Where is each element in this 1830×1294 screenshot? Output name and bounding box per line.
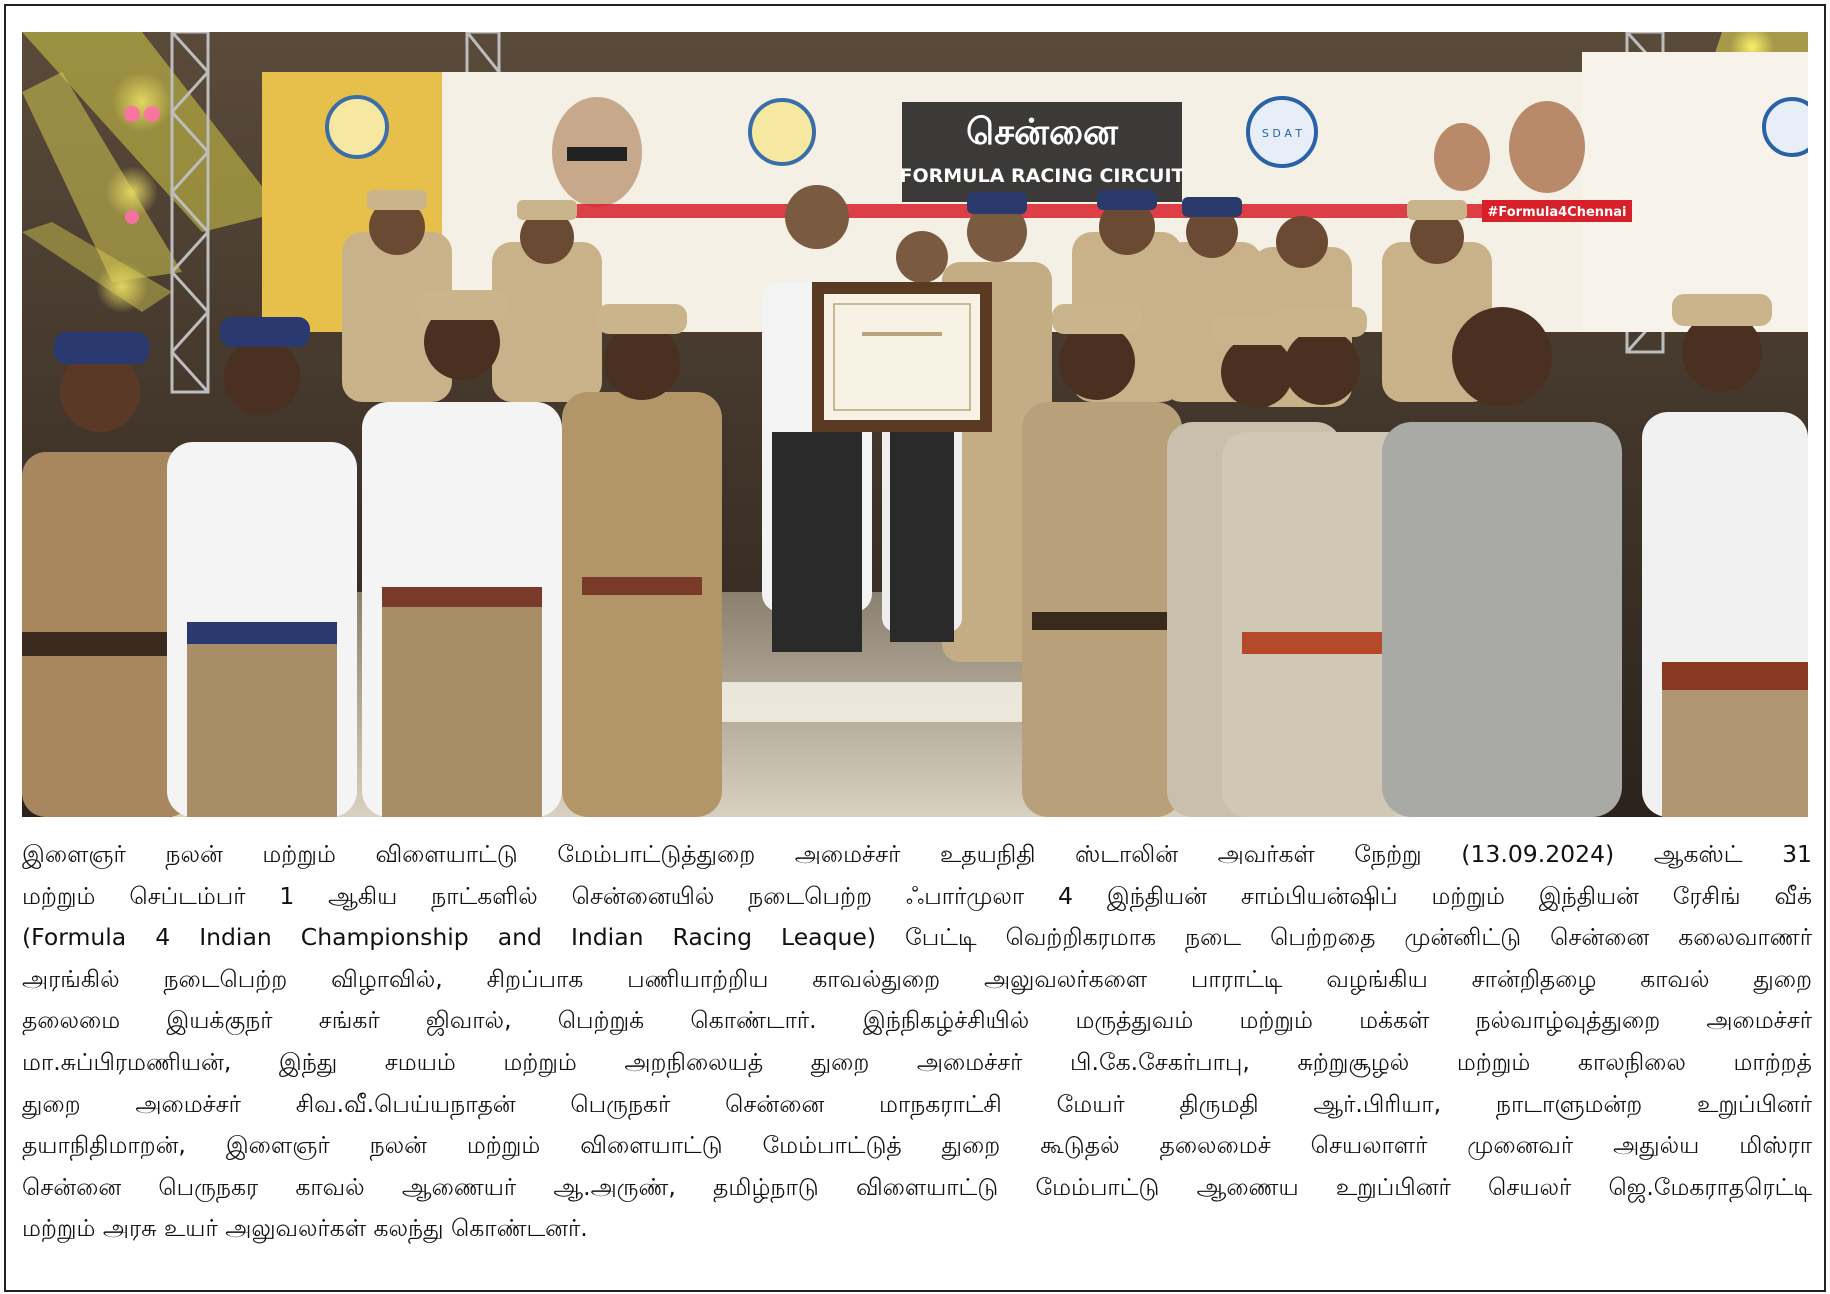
caption-line-3: (Formula 4 Indian Championship and Indian Racing Leaque) பேட்டி வெற்றிகரமாக நடை பெற்றதை முன்னிட்டு சென்னை கலைவாணர் (22, 923, 1812, 952)
caption-line-6: மா.சுப்பிரமணியன், இந்து சமயம் மற்றும் அறநிலையத் துறை அமைச்சர் பி.கே.சேகர்பாபு, சுற்றுசூழல் மற்றும் காலநிலை மாற்றத் (22, 1047, 1812, 1076)
caption-line-9: சென்னை பெருநகர காவல் ஆணையர் ஆ.அருண், தமிழ்நாடு விளையாட்டு மேம்பாட்டு ஆணைய உறுப்பினர் செயலர் ஜெ.மேகராதரெட்டி (22, 1172, 1812, 1201)
caption-line-8: தயாநிதிமாறன், இளைஞர் நலன் மற்றும் விளையாட்டு மேம்பாட்டுத் துறை கூடுதல் தலைமைச் செயலாளர் முனைவர் அதுல்ய மிஸ்ரா (22, 1131, 1812, 1160)
banner-title-tamil: சென்னை (966, 112, 1118, 153)
caption-line-10: மற்றும் அரசு உயர் அலுவலர்கள் கலந்து கொண்டனர். (22, 1214, 588, 1243)
certificate-frame (812, 282, 992, 432)
caption-line-1: இளைஞர் நலன் மற்றும் விளையாட்டு மேம்பாட்டுத்துறை அமைச்சர் உதயநிதி ஸ்டாலின் அவர்கள் நேற்று (13.09.2024) ஆகஸ்ட் 31 (22, 840, 1812, 868)
caption-line-7: துறை அமைச்சர் சிவ.வீ.பெய்யநாதன் பெருநகர் சென்னை மாநகராட்சி மேயர் திருமதி ஆர்.பிரியா, நாடாளுமன்ற உறுப்பினர் (22, 1089, 1812, 1118)
caption-line-2: மற்றும் செப்டம்பர் 1 ஆகிய நாட்களில் சென்னையில் நடைபெற்ற ஃபார்முலா 4 இந்தியன் சாம்பியன்ஷிப் மற்றும் இந்தியன் ரேசிங் வீக் (22, 881, 1812, 910)
hashtag: #Formula4Chennai (1487, 205, 1627, 220)
photo-illustration (22, 32, 1808, 817)
sdat-logo-text: S D A T (1261, 127, 1303, 140)
news-caption (22, 834, 1812, 1250)
banner-title-english: FORMULA RACING CIRCUIT (899, 165, 1185, 187)
caption-line-5: தலைமை இயக்குநர் சங்கர் ஜிவால், பெற்றுக் கொண்டார். இந்நிகழ்ச்சியில் மருத்துவம் மற்றும் மக்கள் நல்வாழ்வுத்துறை அமைச்சர் (22, 1006, 1812, 1035)
event-photo (22, 32, 1808, 817)
caption-line-4: அரங்கில் நடைபெற்ற விழாவில், சிறப்பாக பணியாற்றிய காவல்துறை அலுவலர்களை பாராட்டி வழங்கிய சான்றிதழை காவல் துறை (22, 964, 1812, 993)
